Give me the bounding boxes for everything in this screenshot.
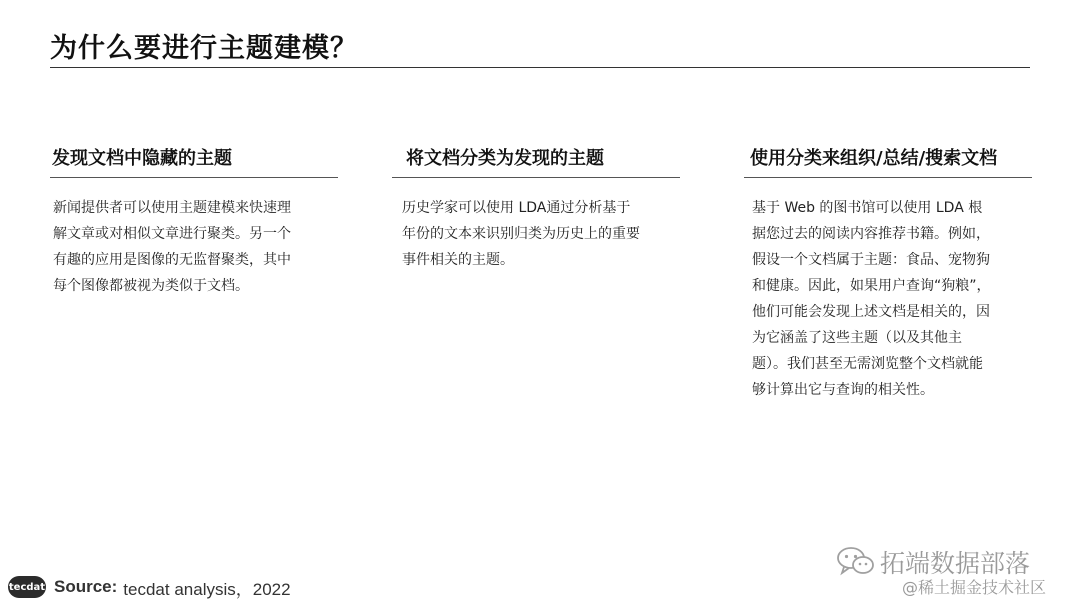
column-divider <box>744 177 1032 178</box>
column-heading: 将文档分类为发现的主题 <box>406 148 604 169</box>
column-heading: 发现文档中隐藏的主题 <box>52 148 232 169</box>
column-heading: 使用分类来组织/总结/搜索文档 <box>750 148 998 169</box>
slide-title: 为什么要进行主题建模？ <box>50 33 358 64</box>
watermark-subtitle: @稀土掘金技术社区 <box>902 578 1047 597</box>
source-footer <box>8 574 291 600</box>
title-divider <box>50 67 1030 68</box>
source-label: Source: <box>54 577 118 596</box>
column-body: 新闻提供者可以使用主题建模来快速理解文章或对相似文章进行聚类。另一个有趣的应用是图像的无监督聚类，其中每个图像都被视为类似于文档。 <box>53 200 291 294</box>
column-discover-topics <box>50 146 338 299</box>
column-body: 历史学家可以使用 LDA通过分析基于年份的文本来识别归类为历史上的重要事件相关的主题。 <box>402 200 640 268</box>
column-divider <box>50 177 338 178</box>
wechat-icon <box>836 546 876 580</box>
watermark-title: 拓端数据部落 <box>880 549 1031 578</box>
column-divider <box>392 177 680 178</box>
column-organize-search <box>744 146 1032 403</box>
column-classify-documents <box>392 146 680 273</box>
column-body: 基于 Web 的图书馆可以使用 LDA 根据您过去的阅读内容推荐书籍。例如，假设一个文档属于主题：食品、宠物狗和健康。因此，如果用户查询“狗粮”，他们可能会发现上述文档是相关的，因为它涵盖了这些主题（以及其他主题）。我们甚至无需浏览整个文档就能够计算出它与查询的相关性。 <box>752 200 991 398</box>
watermark <box>836 544 1072 604</box>
source-text: tecdat analysis，2022 <box>123 579 291 599</box>
tecdat-logo: tecdat <box>8 576 46 598</box>
